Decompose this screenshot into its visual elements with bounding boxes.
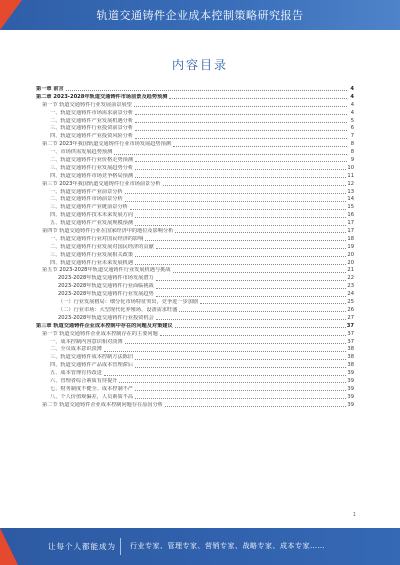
toc-entry-page: 37 [347,330,354,337]
toc-entry-page: 20 [347,251,354,258]
toc-entry-page: 15 [347,204,354,211]
toc-entry-text: 二、轨道交通铸件产业发展机遇分析 [50,117,134,124]
toc-dot-leader [156,296,347,297]
toc-entry-page: 5 [350,117,354,124]
toc-dot-leader [130,209,347,210]
toc-entry[interactable] [36,394,354,402]
toc-entry[interactable] [36,157,354,165]
toc-entry-page: 26 [347,306,354,313]
header-banner [0,0,400,30]
toc-dot-leader [156,319,347,320]
toc-entry-page: 22 [347,275,354,282]
toc-entry-text: 一、轨道交通铸件行业对国民经济的影响 [50,235,144,242]
toc-dot-leader [156,288,347,289]
toc-heading: 内容目录 [171,58,228,72]
footer-brand: 让每个人都能成为 [48,542,116,551]
toc-dot-leader [135,367,346,368]
toc-entry-text: 第三节 2023年我国轨道交通铸件行业市场前景分析 [42,180,161,187]
toc-dot-leader [156,248,347,249]
toc-entry[interactable] [36,125,354,133]
toc-dot-leader [104,351,347,352]
toc-entry-text: 三、轨道交通铸件产业链前景分析 [50,204,128,211]
toc-entry-page: 8 [350,149,354,156]
toc-entry[interactable] [36,339,354,347]
toc-entry-text: 四、轨道交通铸件产业投资风险分析 [50,133,134,140]
toc-dot-leader [135,390,346,391]
toc-entry-text: 三、轨道交通铸件成本控制方法陈旧 [50,354,134,361]
toc-entry-text: 四、轨道交通铸件技术未来发展方向 [50,212,134,219]
toc-entry[interactable] [36,220,354,228]
toc-entry-page: 11 [347,172,354,179]
toc-dot-leader [160,335,347,336]
toc-entry-text: 第一章 前言 [36,86,64,92]
toc-entry-page: 9 [350,157,354,164]
toc-entry[interactable] [36,86,354,94]
toc-dot-leader [104,375,347,376]
footer-divider [120,538,121,555]
toc-dot-leader [169,98,347,99]
toc-entry-page: 37 [346,322,354,329]
toc-dot-leader [135,177,346,178]
toc-entry[interactable] [36,354,354,362]
toc-entry[interactable] [36,204,354,212]
toc-entry-text: 第四节 轨道交通铸件行业在国家经济中的地位及影响分析 [42,228,174,235]
footer-accent [0,528,18,565]
toc-entry-text: 第三章 轨道交通铸件企业成本控制中存在的问题及对策建议 [36,322,173,329]
toc-entry[interactable] [36,165,354,173]
toc-entry[interactable] [36,173,354,181]
toc-entry-text: 二、轨道交通铸件行业发展对国民经济的贡献 [50,243,154,250]
toc-entry-page: 18 [347,235,354,242]
toc-entry-text: 一、成本控制内容意识相对淡薄 [50,338,123,345]
toc-entry-text: 二、轨道交通铸件行业价格走势预测 [50,157,134,164]
toc-entry[interactable] [36,299,354,307]
page-number: 1 [352,512,356,518]
toc-entry-page: 16 [347,212,354,219]
toc-entry[interactable] [36,323,354,331]
toc-entry[interactable] [36,189,354,197]
toc-entry[interactable] [36,402,354,410]
toc-entry-page: 17 [347,220,354,227]
toc-entry[interactable] [36,260,354,268]
toc-entry-text: 五、轨道交通铸件产业发展规模预测 [50,220,134,227]
toc-entry-page: 38 [347,362,354,369]
toc-entry-page: 38 [347,346,354,353]
toc-entry[interactable] [36,362,354,370]
toc-entry-page: 38 [347,354,354,361]
toc-entry-text: 2023-2028年轨道交通铸件市场发展潜力 [58,275,154,282]
toc-entry-page: 27 [347,314,354,321]
toc-entry-page: 37 [347,338,354,345]
toc-dot-leader [145,240,346,241]
toc-entry-text: 一、轨道交通铸件市场需求前景分析 [50,109,134,116]
toc-entry-text: 第二节 2023年我国轨道交通铸件行业市场发展趋势预测 [42,141,171,148]
toc-entry-text: （一）行业发展格局：细分化市场特征突出，竞争进一步加剧 [58,299,199,306]
toc-entry-page: 17 [347,228,354,235]
toc-entry-text: 七、财务制度不健全、成本控制不严 [50,385,134,392]
toc-dot-leader [135,114,347,115]
toc-entry-text: 第五节 2023-2028年轨道交通铸件行业发展机遇与挑战 [42,267,171,274]
footer-slogan: 行业专家、管理专家、营销专家、战略专家、成本专家…… [130,542,325,550]
toc-dot-leader [114,154,347,155]
toc-dot-leader [173,146,347,147]
toc-entry[interactable] [36,331,354,339]
toc-entry-text: 二、轨道交通铸件市场前景分析 [50,196,123,203]
toc-dot-leader [163,185,347,186]
toc-entry-text: 2023-2028年轨道交通铸件行业发展趋势 [58,291,154,298]
toc-entry[interactable] [36,141,354,149]
report-title: 轨道交通铸件企业成本控制策略研究报告 [96,9,304,22]
toc-entry[interactable] [36,196,354,204]
toc-entry-page: 39 [347,370,354,377]
toc-entry-page: 25 [347,299,354,306]
toc-entry-page: 4 [350,109,354,116]
toc-entry-text: 2023-2028年轨道交通铸件行业投资机会 [58,314,154,321]
toc-dot-leader [66,90,347,91]
toc-entry-page: 21 [347,267,354,274]
toc-entry-page: 19 [347,243,354,250]
toc-dot-leader [179,311,346,312]
toc-entry-text: 四、轨道交通铸件行业未来发展机遇 [50,259,134,266]
toc-entry[interactable] [36,110,354,118]
toc-entry-text: 三、轨道交通铸件行业发展相关政策 [50,251,134,258]
toc-entry[interactable] [36,267,354,275]
toc-dot-leader [134,106,347,107]
toc-entry[interactable] [36,102,354,110]
toc-entry[interactable] [36,386,354,394]
toc-entry-page: 24 [347,291,354,298]
toc-entry-page: 8 [350,141,354,148]
toc-dot-leader [125,343,347,344]
toc-entry[interactable] [36,370,354,378]
toc-dot-leader [135,161,347,162]
toc-entry-page: 6 [350,125,354,132]
toc-dot-leader [135,122,347,123]
toc-entry-page: 4 [350,101,354,108]
toc-dot-leader [135,138,347,139]
toc-entry[interactable] [36,315,354,323]
toc-entry-text: 第一节 轨道交通铸件行业发展前景展望 [42,101,132,108]
toc-entry-text: （二）行业市场：大型现代化养殖场、设备需求旺盛 [58,306,178,313]
toc-entry-text: 四、轨道交通铸件产品成本管理滞后 [50,362,134,369]
toc-dot-leader [125,193,347,194]
toc-entry[interactable] [36,275,354,283]
toc-dot-leader [135,225,346,226]
toc-dot-leader [173,272,347,273]
toc-entry[interactable] [36,133,354,141]
toc-entry-page: 39 [347,401,354,408]
toc-entry[interactable] [36,212,354,220]
toc-dot-leader [135,256,346,257]
toc-entry[interactable] [36,94,354,102]
toc-entry[interactable] [36,378,354,386]
toc-dot-leader [119,382,346,383]
toc-entry-text: 五、成本管理有待改进 [50,370,102,377]
toc-entry-page: 10 [347,164,354,171]
toc-entry[interactable] [36,149,354,157]
toc-dot-leader [125,201,347,202]
toc-entry-text: 第一节 轨道交通铸件企业成本控制存在的主要问题 [42,330,158,337]
toc-dot-leader [135,398,346,399]
toc-entry-page: 12 [347,180,354,187]
toc-dot-leader [135,130,347,131]
toc-entry-text: 2023-2028年轨道交通铸件行业面临挑战 [58,283,154,290]
toc-entry-text: 六、管理者综合素质有待提升 [50,377,118,384]
toc-entry[interactable] [36,118,354,126]
toc-entry[interactable] [36,307,354,315]
toc-entry[interactable] [36,291,354,299]
toc-entry[interactable] [36,244,354,252]
toc-entry-text: 第二节 轨道交通铸件企业成本控制问题存在原因分析 [42,401,163,408]
toc-entry-page: 14 [347,196,354,203]
toc-entry-page: 20 [347,259,354,266]
toc-dot-leader [135,359,346,360]
toc-entry-page: 13 [347,188,354,195]
toc-entry-text: 三、轨道交通铸件行业投资前景分析 [50,125,134,132]
toc-entry-text: 一、轨道交通铸件产业前景分析 [50,188,123,195]
toc-entry-page: 39 [347,377,354,384]
toc-entry-page: 39 [347,393,354,400]
toc-entry-text: 三、轨道交通铸件行业发展趋势分析 [50,164,134,171]
toc-entry-text: 第二章 2023-2028年轨道交通铸件市场前景及趋势预测 [36,93,168,100]
toc-dot-leader [156,280,347,281]
toc-entry[interactable] [36,236,354,244]
toc-dot-leader [135,264,346,265]
toc-entry-page: 7 [350,133,354,140]
toc-entry[interactable] [36,228,354,236]
table-of-contents [36,86,354,410]
toc-entry[interactable] [36,252,354,260]
toc-entry-page: 23 [347,283,354,290]
toc-dot-leader [165,406,346,407]
toc-entry-text: 一、市场供需发展趋势预测 [50,149,113,156]
toc-dot-leader [135,217,346,218]
toc-dot-leader [200,303,346,304]
toc-dot-leader [135,169,346,170]
toc-dot-leader [175,327,346,328]
toc-entry[interactable] [36,181,354,189]
toc-entry-text: 八、个人价值观偏差，人员素质不高 [50,393,134,400]
toc-dot-leader [175,232,346,233]
toc-entry-text: 二、全员成本意识淡薄 [50,346,102,353]
toc-entry-page: 4 [350,93,354,100]
toc-entry-page: 39 [347,385,354,392]
toc-entry-page: 4 [350,86,354,92]
toc-entry[interactable] [36,283,354,291]
toc-entry[interactable] [36,346,354,354]
footer-banner [0,528,400,565]
toc-entry-text: 四、轨道交通铸件市场竞争格局预测 [50,172,134,179]
